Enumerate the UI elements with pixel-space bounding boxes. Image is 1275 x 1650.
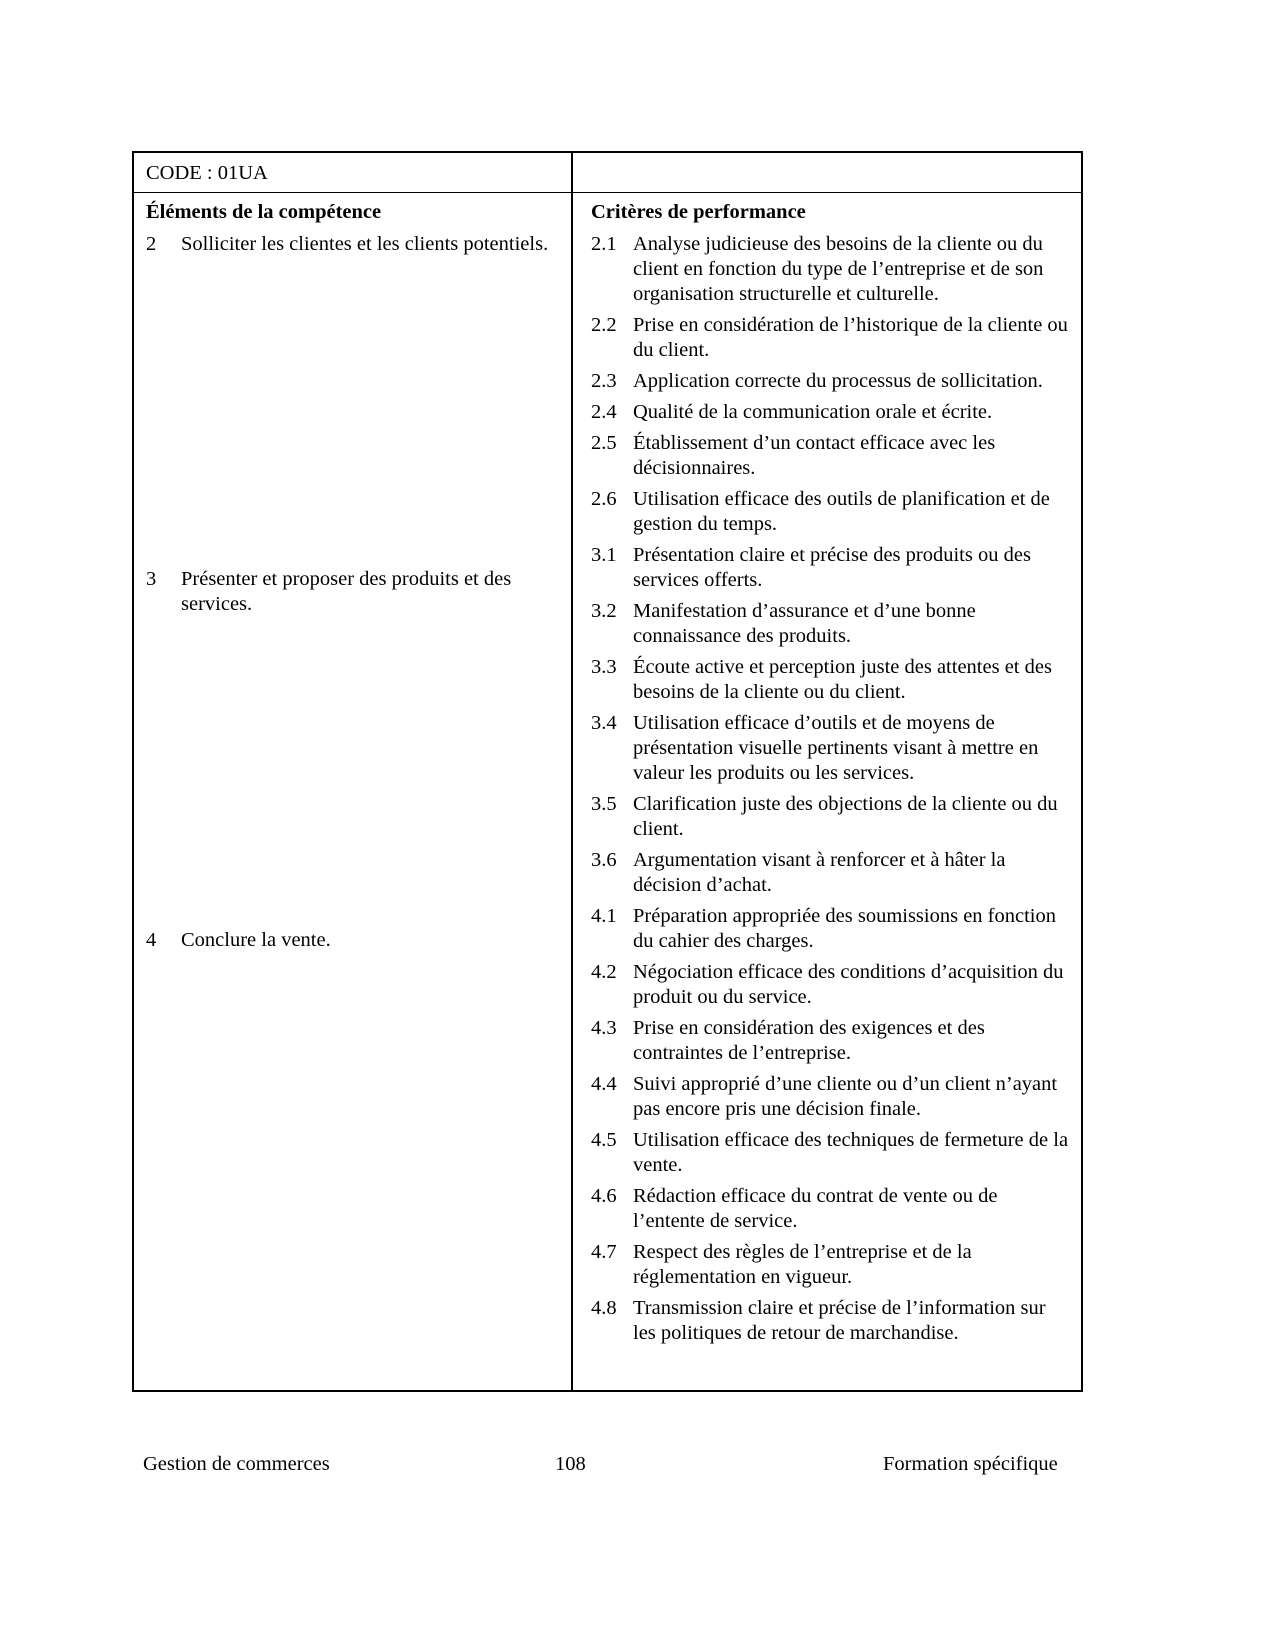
criterion-item bbox=[591, 792, 1071, 842]
criterion-number: 4.5 bbox=[591, 1129, 617, 1151]
left-header-text: Éléments de la compétence bbox=[146, 201, 382, 223]
criterion-item bbox=[591, 313, 1071, 363]
criterion-text: Transmission claire et précise de l’information sur les politiques de retour de marchandise. bbox=[633, 1297, 1046, 1344]
criterion-number: 2.2 bbox=[591, 314, 617, 336]
criterion-item bbox=[591, 711, 1071, 786]
criterion-item bbox=[591, 1016, 1071, 1066]
criterion-number: 4.4 bbox=[591, 1073, 617, 1095]
criterion-text: Prise en considération des exigences et des contraintes de l’entreprise. bbox=[633, 1017, 985, 1064]
criterion-text: Respect des règles de l’entreprise et de la réglementation en vigueur. bbox=[633, 1241, 972, 1288]
criterion-text: Qualité de la communication orale et écrite. bbox=[633, 401, 993, 423]
criterion-item bbox=[591, 543, 1071, 593]
criterion-item bbox=[591, 431, 1071, 481]
criterion-number: 4.6 bbox=[591, 1185, 617, 1207]
criterion-item bbox=[591, 1072, 1071, 1122]
footer-right: Formation spécifique bbox=[883, 1453, 1058, 1475]
criterion-number: 4.1 bbox=[591, 905, 617, 927]
criterion-item bbox=[591, 1240, 1071, 1290]
criterion-item bbox=[591, 1128, 1071, 1178]
criterion-item bbox=[591, 487, 1071, 537]
criterion-text: Utilisation efficace des outils de planification et de gestion du temps. bbox=[633, 488, 1050, 535]
column-divider bbox=[571, 151, 573, 1392]
criterion-number: 4.2 bbox=[591, 961, 617, 983]
right-header-text: Critères de performance bbox=[591, 201, 806, 223]
criterion-text: Application correcte du processus de sollicitation. bbox=[633, 370, 1043, 392]
code-row-divider bbox=[132, 192, 1081, 193]
criterion-number: 2.5 bbox=[591, 432, 617, 454]
element-text: Conclure la vente. bbox=[181, 929, 331, 951]
criteria-list bbox=[591, 232, 1071, 1352]
footer-page-number: 108 bbox=[555, 1453, 586, 1475]
criterion-text: Écoute active et perception juste des attentes et des besoins de la cliente ou du client. bbox=[633, 656, 1052, 703]
criterion-number: 2.1 bbox=[591, 233, 617, 255]
criterion-item bbox=[591, 369, 1071, 394]
criterion-item bbox=[591, 1296, 1071, 1346]
criterion-text: Clarification juste des objections de la cliente ou du client. bbox=[633, 793, 1058, 840]
criterion-item bbox=[591, 232, 1071, 307]
criterion-text: Argumentation visant à renforcer et à hâter la décision d’achat. bbox=[633, 849, 1006, 896]
element-number: 4 bbox=[146, 929, 157, 951]
code-label: CODE : 01UA bbox=[146, 162, 268, 184]
criterion-number: 3.2 bbox=[591, 600, 617, 622]
criterion-text: Manifestation d’assurance et d’une bonne connaissance des produits. bbox=[633, 600, 976, 647]
criterion-number: 2.4 bbox=[591, 401, 617, 423]
criterion-text: Rédaction efficace du contrat de vente ou de l’entente de service. bbox=[633, 1185, 998, 1232]
criterion-number: 3.1 bbox=[591, 544, 617, 566]
criterion-number: 3.6 bbox=[591, 849, 617, 871]
criterion-item bbox=[591, 1184, 1071, 1234]
criterion-item bbox=[591, 848, 1071, 898]
criterion-text: Utilisation efficace des techniques de fermeture de la vente. bbox=[633, 1129, 1069, 1176]
criterion-item bbox=[591, 960, 1071, 1010]
criterion-item bbox=[591, 904, 1071, 954]
criterion-text: Établissement d’un contact efficace avec les décisionnaires. bbox=[633, 432, 996, 479]
element-number: 2 bbox=[146, 233, 157, 255]
criterion-text: Analyse judicieuse des besoins de la cliente ou du client en fonction du type de l’entreprise et de son organisation structurelle et culturelle. bbox=[633, 233, 1044, 305]
criterion-text: Préparation appropriée des soumissions en fonction du cahier des charges. bbox=[633, 905, 1057, 952]
element-number: 3 bbox=[146, 568, 157, 590]
criterion-text: Présentation claire et précise des produits ou des services offerts. bbox=[633, 544, 1031, 591]
criterion-number: 2.3 bbox=[591, 370, 617, 392]
criterion-number: 4.8 bbox=[591, 1297, 617, 1319]
criterion-item bbox=[591, 599, 1071, 649]
right-column-header bbox=[591, 200, 806, 225]
footer-left: Gestion de commerces bbox=[143, 1453, 330, 1475]
criterion-number: 2.6 bbox=[591, 488, 617, 510]
criterion-number: 3.4 bbox=[591, 712, 617, 734]
criterion-number: 3.5 bbox=[591, 793, 617, 815]
criterion-text: Utilisation efficace d’outils et de moyens de présentation visuelle pertinents visant à mettre en valeur les produits ou les services. bbox=[633, 712, 1039, 784]
element-text: Présenter et proposer des produits et des services. bbox=[181, 568, 512, 615]
element-text: Solliciter les clientes et les clients potentiels. bbox=[181, 233, 549, 255]
criterion-text: Suivi approprié d’une cliente ou d’un client n’ayant pas encore pris une décision finale. bbox=[633, 1073, 1058, 1120]
criterion-item bbox=[591, 655, 1071, 705]
criterion-text: Négociation efficace des conditions d’acquisition du produit ou du service. bbox=[633, 961, 1064, 1008]
criterion-item bbox=[591, 400, 1071, 425]
criterion-number: 4.3 bbox=[591, 1017, 617, 1039]
criterion-number: 3.3 bbox=[591, 656, 617, 678]
criterion-text: Prise en considération de l’historique de la cliente ou du client. bbox=[633, 314, 1068, 361]
criterion-number: 4.7 bbox=[591, 1241, 617, 1263]
left-column-header bbox=[146, 200, 381, 225]
